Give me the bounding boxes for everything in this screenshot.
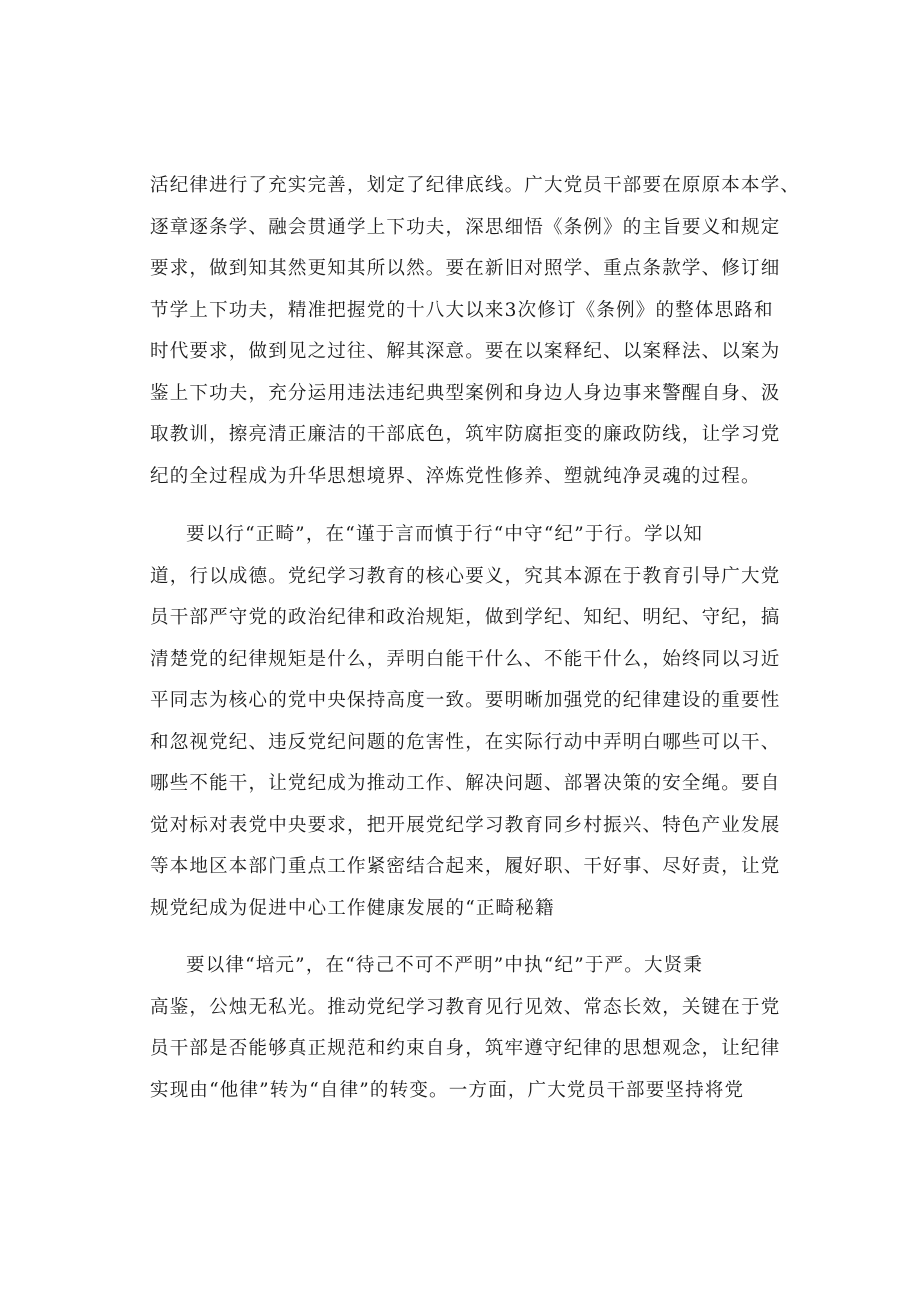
text-line: 员干部严守党的政治纪律和政治规矩，做到学纪、知纪、明纪、守纪，搞 — [150, 607, 781, 628]
text-line: 平同志为核心的党中央保持高度一致。要明晰加强党的纪律建设的重要性 — [150, 690, 781, 711]
text-line: 纪的全过程成为升华思想境界、淬炼党性修养、塑就纯净灵魂的过程。 — [150, 465, 761, 487]
text-line: 要求，做到知其然更知其所以然。要在新旧对照学、重点条款学、修订细 — [150, 258, 781, 279]
text-line: 取教训，擦亮清正廉洁的干部底色，筑牢防腐拒变的廉政防线，让学习党 — [150, 424, 781, 445]
text-line: 鉴上下功夫，充分运用违法违纪典型案例和身边人身边事来警醒自身、汲 — [150, 382, 781, 404]
text-line: 哪些不能干，让党纪成为推动工作、解决问题、部署决策的安全绳。要自 — [150, 773, 781, 794]
text-line: 节学上下功夫，精准把握党的十八大以来3次修订《条例》的整体思路和 — [150, 299, 774, 321]
text-line: 等本地区本部门重点工作紧密结合起来，履好职、干好事、尽好责，让党 — [150, 856, 781, 877]
text-line: 规党纪成为促进中心工作健康发展的“正畸秘籍 — [150, 897, 555, 919]
text-line: 觉对标对表党中央要求，把开展党纪学习教育同乡村振兴、特色产业发展 — [150, 814, 781, 836]
text-line: 和忽视党纪、违反党纪问题的危害性，在实际行动中弄明白哪些可以干、 — [150, 731, 781, 753]
text-line: 清楚党的纪律规矩是什么，弄明白能干什么、不能干什么，始终同以习近 — [150, 648, 781, 670]
text-line: 员干部是否能够真正规范和约束自身，筑牢遵守纪律的思想观念，让纪律 — [150, 1038, 781, 1059]
paragraph-3 — [150, 945, 830, 1111]
text-line: 时代要求，做到见之过往、解其深意。要在以案释纪、以案释法、以案为 — [150, 341, 781, 362]
text-line: 活纪律进行了充实完善，划定了纪律底线。广大党员干部要在原原本本学、 — [150, 175, 801, 196]
paragraph-1 — [150, 165, 830, 497]
paragraph-2 — [150, 514, 830, 929]
text-line: 高鉴，公烛无私光。推动党纪学习教育见行见效、常态长效，关键在于党 — [150, 996, 781, 1018]
text-line: 要以律“培元”，在“待己不可不严明”中执“纪”于严。大贤秉 — [186, 955, 704, 976]
text-line: 道，行以成德。党纪学习教育的核心要义，究其本源在于教育引导广大党 — [150, 565, 781, 587]
text-line: 实现由“他律”转为“自律”的转变。一方面，广大党员干部要坚持将党 — [150, 1079, 745, 1101]
text-line: 逐章逐条学、融会贯通学上下功夫，深思细悟《条例》的主旨要义和规定 — [150, 216, 781, 238]
text-line: 要以行“正畸”，在“谨于言而慎于行“中守“纪”于行。学以知 — [186, 524, 704, 545]
